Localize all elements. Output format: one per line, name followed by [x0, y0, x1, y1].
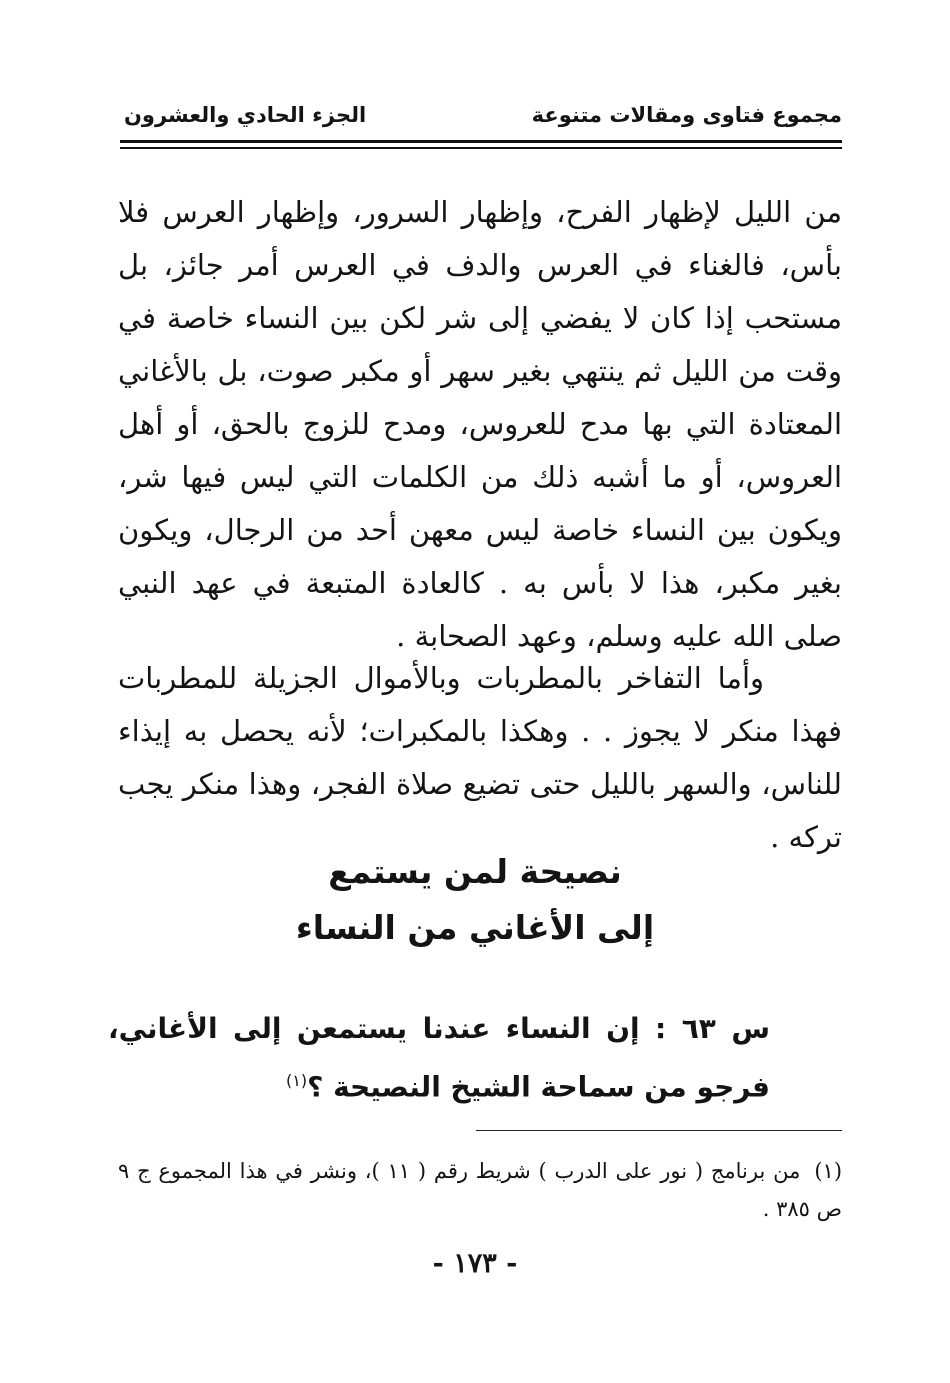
- header-rule-thick: [120, 140, 842, 143]
- question-text: س ٦٣ : إن النساء عندنا يستمعن إلى الأغاني، فرجو من سماحة الشيخ النصيحة ؟: [108, 1012, 770, 1104]
- footnote-marker: (١): [814, 1159, 843, 1183]
- running-header-book-title: مجموع فتاوى ومقالات متنوعة: [531, 103, 842, 127]
- running-header-volume: الجزء الحادي والعشرون: [124, 103, 367, 127]
- footnote-separator: [476, 1130, 842, 1131]
- section-heading-line-1: نصيحة لمن يستمع: [328, 852, 622, 891]
- body-paragraph-2: وأما التفاخر بالمطربات وبالأموال الجزيلة للمطربات فهذا منكر لا يجوز . . وهكذا بالمكبرات؛ لأنه يحصل به إيذاء للناس، والسهر بالليل حتى تضيع صلاة الفجر، وهذا منكر يجب تركه .: [118, 661, 842, 854]
- body-paragraph-1: من الليل لإظهار الفرح، وإظهار السرور، وإظهار العرس فلا بأس، فالغناء في العرس والدف في العرس أمر جائز، بل مستحب إذا كان لا يفضي إلى شر لكن بين النساء خاصة في وقت من الليل ثم ينتهي بغير سهر أو مكبر صوت، بل بالأغاني المعتادة التي بها مدح للعروس، ومدح للزوج بالحق، أو أهل العروس، أو ما أشبه ذلك من الكلمات التي ليس فيها شر، ويكون بين النساء خاصة ليس معهن أحد من الرجال، ويكون بغير مكبر، هذا لا بأس به . كالعادة المتبعة في عهد النبي صلى الله عليه وسلم، وعهد الصحابة .: [118, 195, 842, 653]
- footnote-text: من برنامج ( نور على الدرب ) شريط رقم ( ١١ )، ونشر في هذا المجموع ج ٩ ص ٣٨٥ .: [118, 1159, 842, 1221]
- question-paragraph: [108, 1003, 770, 1113]
- section-heading-line-2: إلى الأغاني من النساء: [295, 908, 655, 947]
- header-rule-thin: [120, 147, 842, 149]
- page-number: - ١٧٣ -: [432, 1248, 518, 1279]
- footnote-reference: (١): [285, 1071, 308, 1090]
- footnote: [118, 1152, 842, 1228]
